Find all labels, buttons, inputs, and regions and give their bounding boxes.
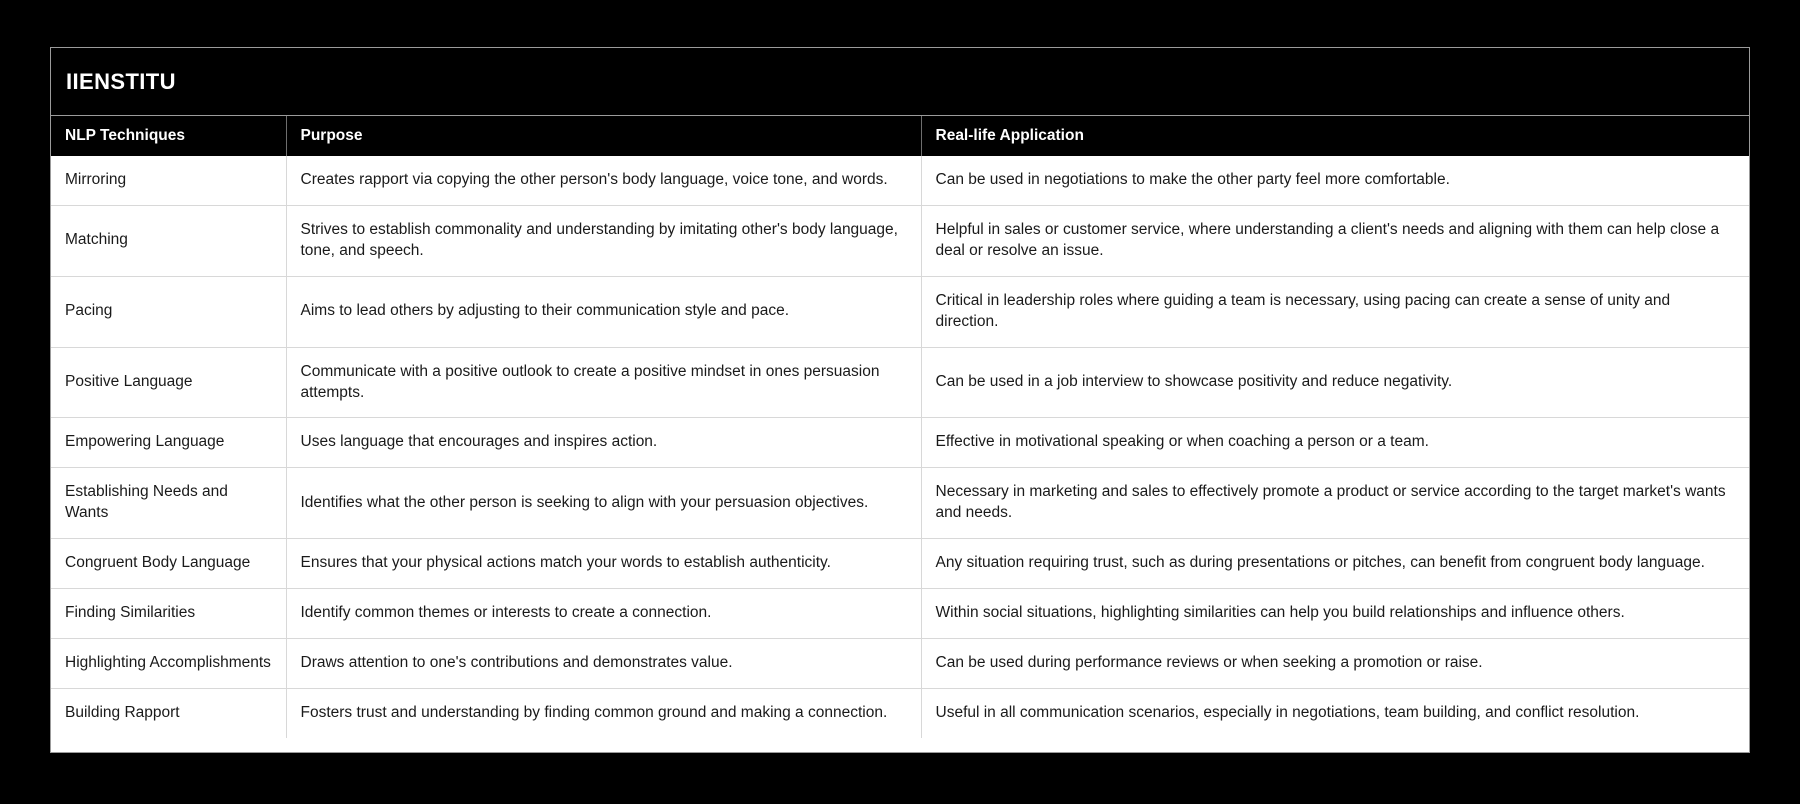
cell-purpose: Identify common themes or interests to create a connection. — [286, 589, 921, 639]
nlp-techniques-table — [51, 116, 1749, 738]
cell-purpose: Ensures that your physical actions match your words to establish authenticity. — [286, 539, 921, 589]
cell-application: Within social situations, highlighting similarities can help you build relationships and influence others. — [921, 589, 1749, 639]
cell-technique: Establishing Needs and Wants — [51, 468, 286, 539]
cell-purpose: Identifies what the other person is seeking to align with your persuasion objectives. — [286, 468, 921, 539]
cell-application: Effective in motivational speaking or when coaching a person or a team. — [921, 418, 1749, 468]
cell-technique: Matching — [51, 205, 286, 276]
nlp-table-card — [50, 47, 1750, 753]
table-row — [51, 156, 1749, 205]
cell-technique: Highlighting Accomplishments — [51, 639, 286, 689]
table-row — [51, 276, 1749, 347]
cell-application: Necessary in marketing and sales to effectively promote a product or service according to the target market's wants and needs. — [921, 468, 1749, 539]
cell-application: Helpful in sales or customer service, where understanding a client's needs and aligning with them can help close a deal or resolve an issue. — [921, 205, 1749, 276]
column-header-purpose: Purpose — [286, 116, 921, 156]
table-header-row-group — [51, 116, 1749, 156]
table-row — [51, 589, 1749, 639]
cell-application: Can be used in negotiations to make the other party feel more comfortable. — [921, 156, 1749, 205]
cell-application: Can be used in a job interview to showcase positivity and reduce negativity. — [921, 347, 1749, 418]
cell-technique: Pacing — [51, 276, 286, 347]
cell-purpose: Draws attention to one's contributions and demonstrates value. — [286, 639, 921, 689]
cell-purpose: Strives to establish commonality and understanding by imitating other's body language, tone, and speech. — [286, 205, 921, 276]
table-header-row — [51, 116, 1749, 156]
brand-header — [51, 48, 1749, 116]
table-row — [51, 418, 1749, 468]
column-header-application: Real-life Application — [921, 116, 1749, 156]
table-row — [51, 539, 1749, 589]
table-row — [51, 639, 1749, 689]
table-row — [51, 205, 1749, 276]
cell-technique: Congruent Body Language — [51, 539, 286, 589]
cell-technique: Empowering Language — [51, 418, 286, 468]
brand-title: IIENSTITU — [66, 68, 176, 94]
table-body — [51, 156, 1749, 738]
table-scroll-region — [51, 116, 1749, 752]
table-row — [51, 468, 1749, 539]
cell-technique: Positive Language — [51, 347, 286, 418]
cell-application: Critical in leadership roles where guiding a team is necessary, using pacing can create a sense of unity and direction. — [921, 276, 1749, 347]
cell-purpose: Uses language that encourages and inspires action. — [286, 418, 921, 468]
column-header-technique: NLP Techniques — [51, 116, 286, 156]
table-row — [51, 347, 1749, 418]
cell-purpose: Aims to lead others by adjusting to their communication style and pace. — [286, 276, 921, 347]
cell-purpose: Creates rapport via copying the other person's body language, voice tone, and words. — [286, 156, 921, 205]
cell-application: Can be used during performance reviews or when seeking a promotion or raise. — [921, 639, 1749, 689]
cell-purpose: Fosters trust and understanding by finding common ground and making a connection. — [286, 688, 921, 737]
cell-technique: Building Rapport — [51, 688, 286, 737]
cell-purpose: Communicate with a positive outlook to create a positive mindset in ones persuasion attempts. — [286, 347, 921, 418]
table-row — [51, 688, 1749, 737]
cell-application: Useful in all communication scenarios, especially in negotiations, team building, and conflict resolution. — [921, 688, 1749, 737]
cell-technique: Finding Similarities — [51, 589, 286, 639]
cell-technique: Mirroring — [51, 156, 286, 205]
cell-application: Any situation requiring trust, such as during presentations or pitches, can benefit from congruent body language. — [921, 539, 1749, 589]
